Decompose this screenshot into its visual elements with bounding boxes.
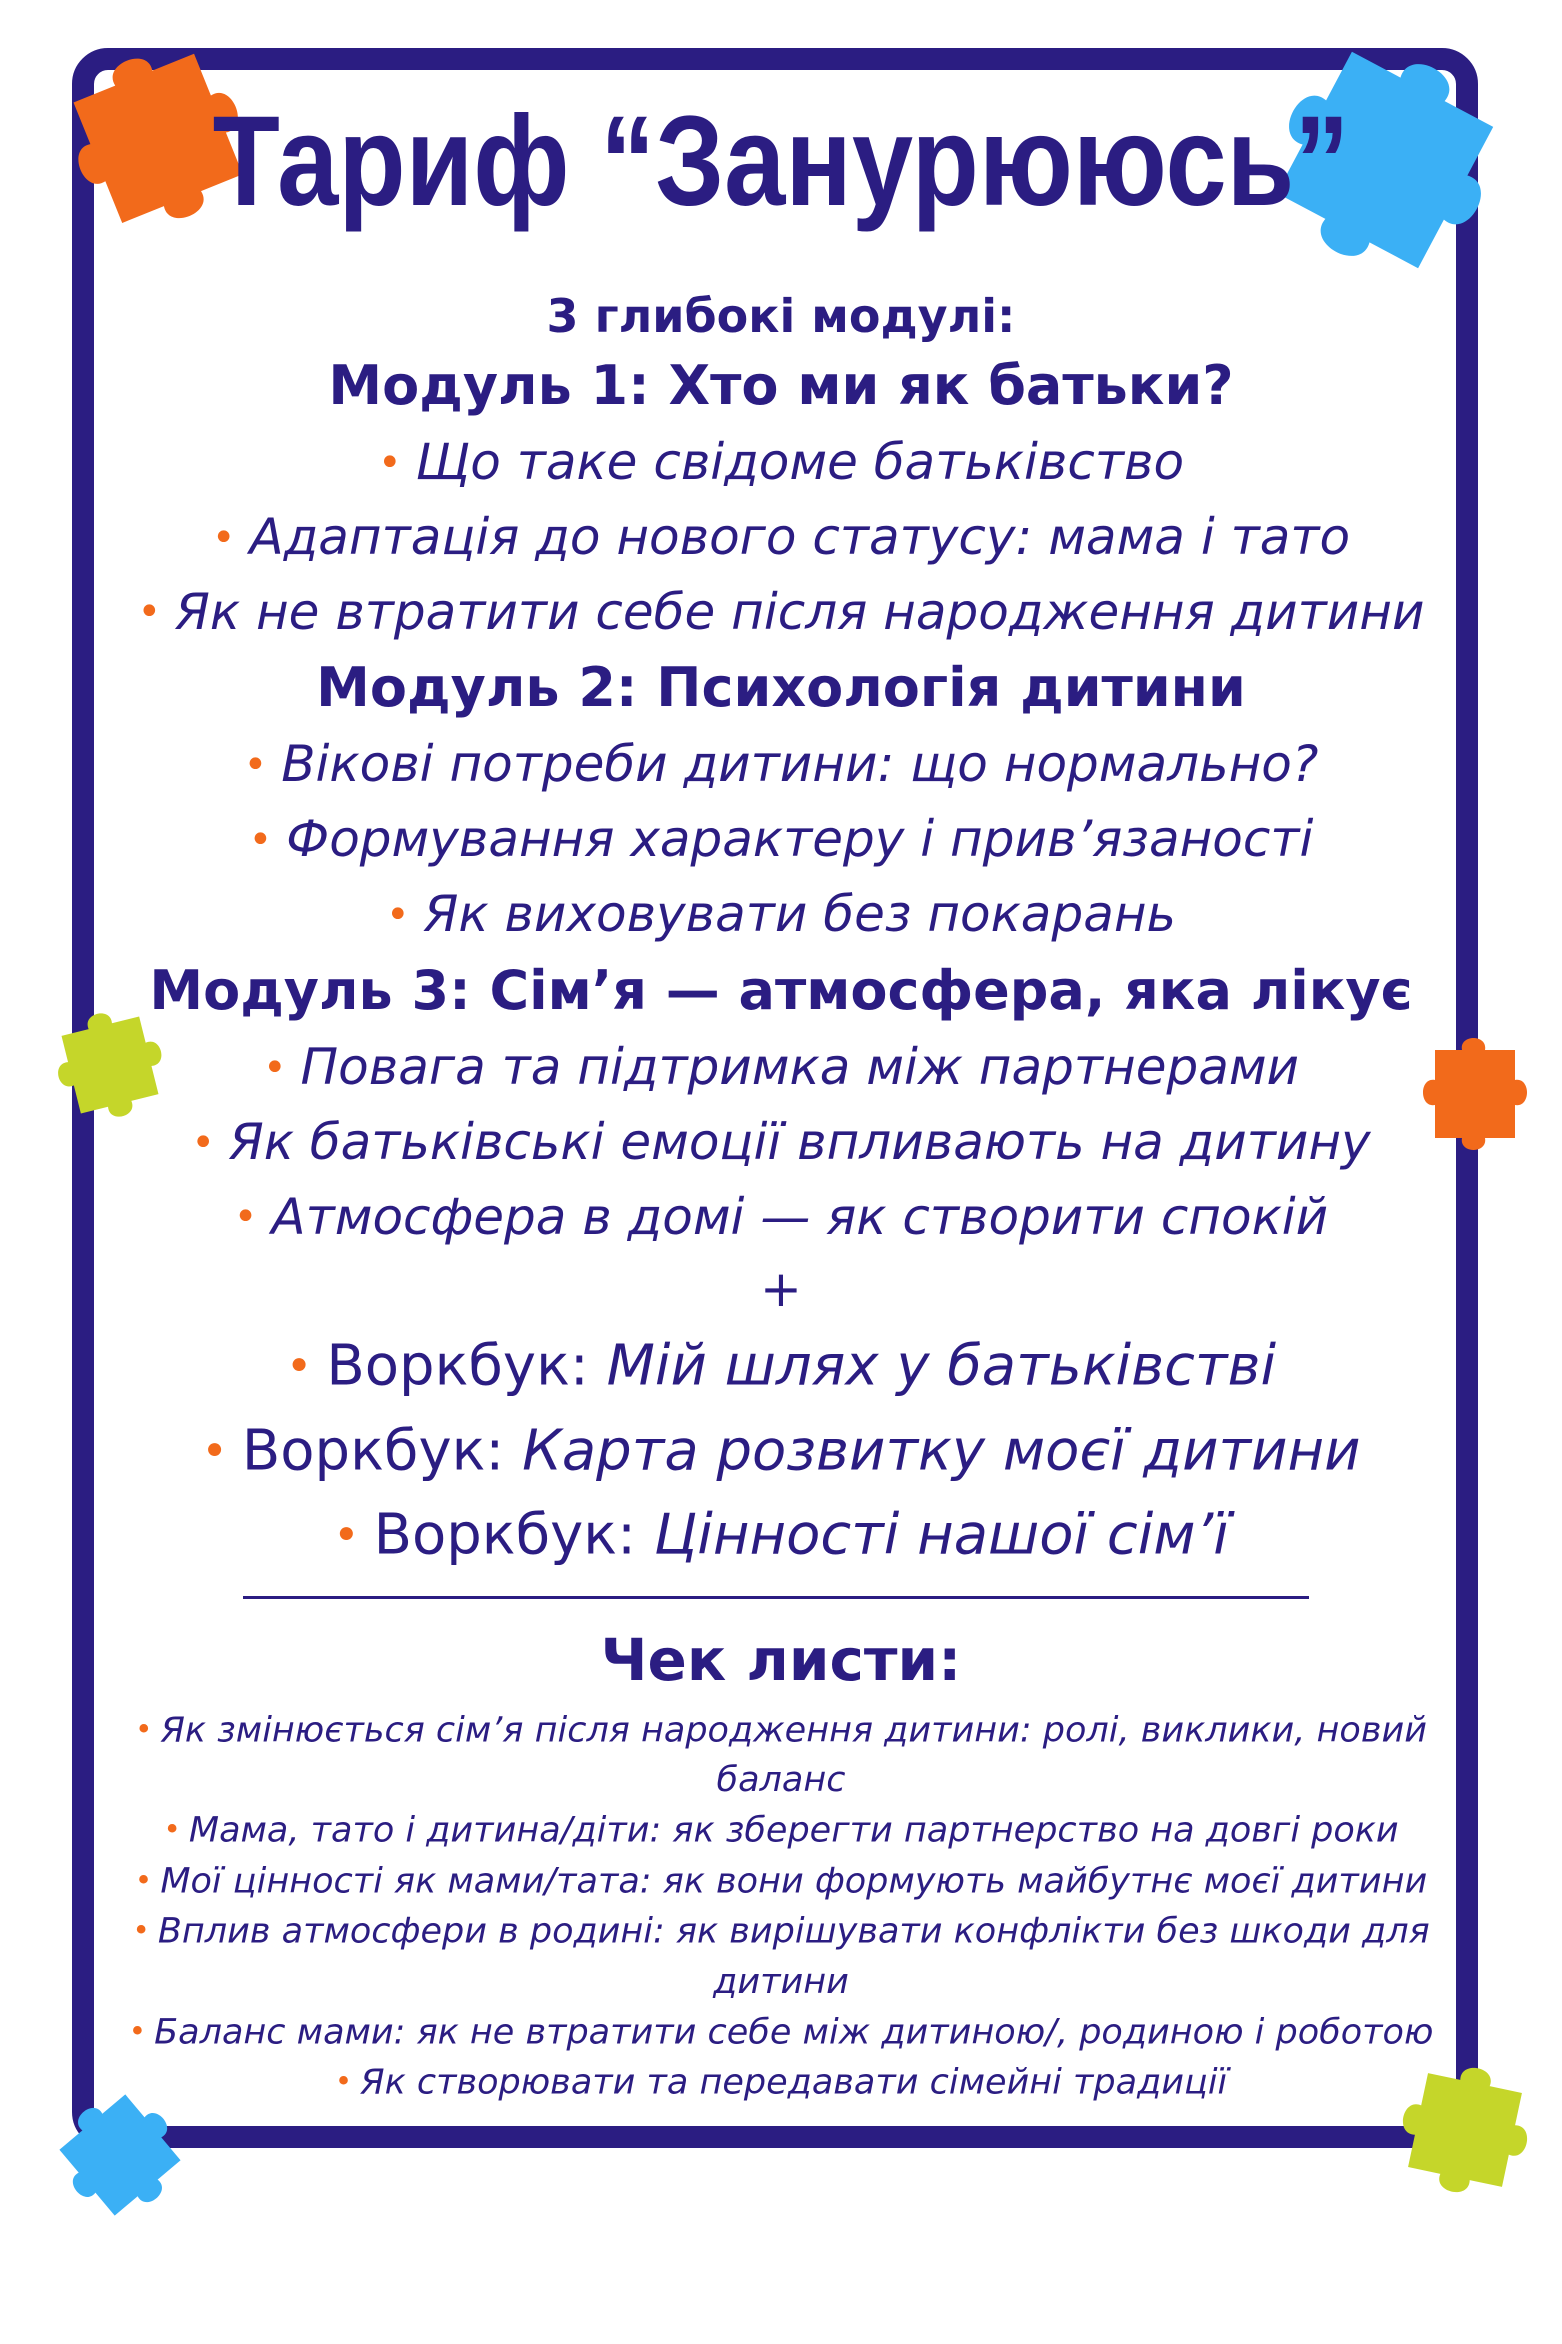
module-2-item	[110, 802, 1452, 877]
workbook-prefix: Воркбук:	[241, 1418, 505, 1484]
bullet-icon: •	[248, 817, 273, 864]
module-1-item	[110, 575, 1452, 650]
workbook-title: Мій шлях у батьківстві	[606, 1333, 1277, 1399]
checklist-line	[110, 2057, 1452, 2107]
module-2-item	[110, 727, 1452, 802]
workbook-prefix: Воркбук:	[326, 1333, 589, 1399]
bullet-icon: •	[135, 1712, 153, 1747]
item-text: Повага та підтримка між партнерами	[300, 1037, 1300, 1096]
plus-sign: +	[760, 1260, 802, 1319]
workbook-item	[110, 1493, 1452, 1578]
bullet-icon: •	[377, 439, 402, 486]
checklist-text: Мої цінності як мами/тата: як вони формують майбутнє моєї дитини	[160, 1861, 1428, 1902]
page-title: Тариф “Занурююсь”	[212, 90, 1350, 233]
checklist-line	[110, 1705, 1452, 1755]
modules-subtitle: 3 глибокі модулі:	[546, 289, 1016, 343]
bullet-icon: •	[134, 1862, 153, 1898]
workbook-prefix: Воркбук:	[373, 1503, 636, 1569]
checklist-line: баланс	[716, 1760, 846, 1801]
modules-section	[110, 285, 1452, 1578]
checklist-text: Як змінюється сім’я після народження дитини: ролі, виклики, новий	[160, 1710, 1427, 1751]
checklist-text: Як створювати та передавати сімейні традиції	[360, 2062, 1228, 2103]
module-3-heading: Модуль 3: Сім’я — атмосфера, яка лікує	[149, 958, 1413, 1022]
bullet-icon: •	[137, 589, 162, 636]
checklist-line	[110, 2007, 1452, 2057]
checklist-text: Мама, тато і дитина/діти: як зберегти партнерство на довгі роки	[188, 1810, 1399, 1851]
module-2-heading: Модуль 2: Психологія дитини	[316, 656, 1246, 720]
module-3-item	[110, 1180, 1452, 1255]
checklist-text: Вплив атмосфери в родині: як вирішувати конфлікти без шкоди для	[157, 1911, 1430, 1952]
bullet-icon: •	[211, 514, 236, 561]
bullet-icon: •	[132, 1913, 150, 1949]
bullet-icon: •	[334, 2063, 353, 2099]
module-3-item	[110, 1030, 1452, 1105]
item-text: Адаптація до нового статусу: мама і тато	[249, 507, 1351, 566]
workbook-title: Цінності нашої сім’ї	[653, 1503, 1229, 1569]
module-3-item	[110, 1105, 1452, 1180]
module-1-item	[110, 500, 1452, 575]
checklist-line	[110, 1856, 1452, 1906]
item-text: Як батьківські емоції впливають на дитину	[228, 1112, 1371, 1171]
bullet-icon: •	[333, 1508, 360, 1562]
item-text: Як виховувати без покарань	[423, 885, 1176, 944]
module-1-item	[110, 425, 1452, 500]
checklist-text: Баланс мами: як не втратити себе між дитиною/, родиною і роботою	[154, 2011, 1434, 2052]
bullet-icon: •	[386, 891, 410, 938]
checklist-line	[110, 1805, 1452, 1855]
section-divider	[243, 1596, 1309, 1599]
checklist-line: дитини	[713, 1961, 849, 2002]
module-2-item	[110, 877, 1452, 952]
bullet-icon: •	[163, 1812, 181, 1848]
checklists-title: Чек листи:	[600, 1626, 962, 1694]
item-text: Атмосфера в домі — як створити спокій	[271, 1187, 1329, 1246]
checklist-line	[110, 1906, 1452, 1956]
bullet-icon: •	[262, 1044, 287, 1091]
module-1-heading: Модуль 1: Хто ми як батьки?	[328, 354, 1234, 417]
item-text: Що таке свідоме батьківство	[415, 433, 1185, 491]
workbook-item	[110, 1409, 1452, 1494]
item-text: Вікові потреби дитини: що нормально?	[281, 735, 1319, 794]
bullet-icon: •	[233, 1194, 258, 1241]
workbook-title: Карта розвитку моєї дитини	[522, 1418, 1361, 1484]
bullet-icon: •	[128, 2013, 147, 2049]
bullet-icon: •	[201, 1423, 228, 1477]
bullet-icon: •	[191, 1119, 215, 1166]
item-text: Як не втратити себе після народження дитини	[175, 582, 1425, 641]
checklists-section	[110, 1705, 1452, 2107]
bullet-icon: •	[243, 742, 268, 789]
bullet-icon: •	[285, 1339, 313, 1393]
item-text: Формування характеру і прив’язаності	[286, 810, 1314, 869]
workbook-item	[110, 1324, 1452, 1409]
